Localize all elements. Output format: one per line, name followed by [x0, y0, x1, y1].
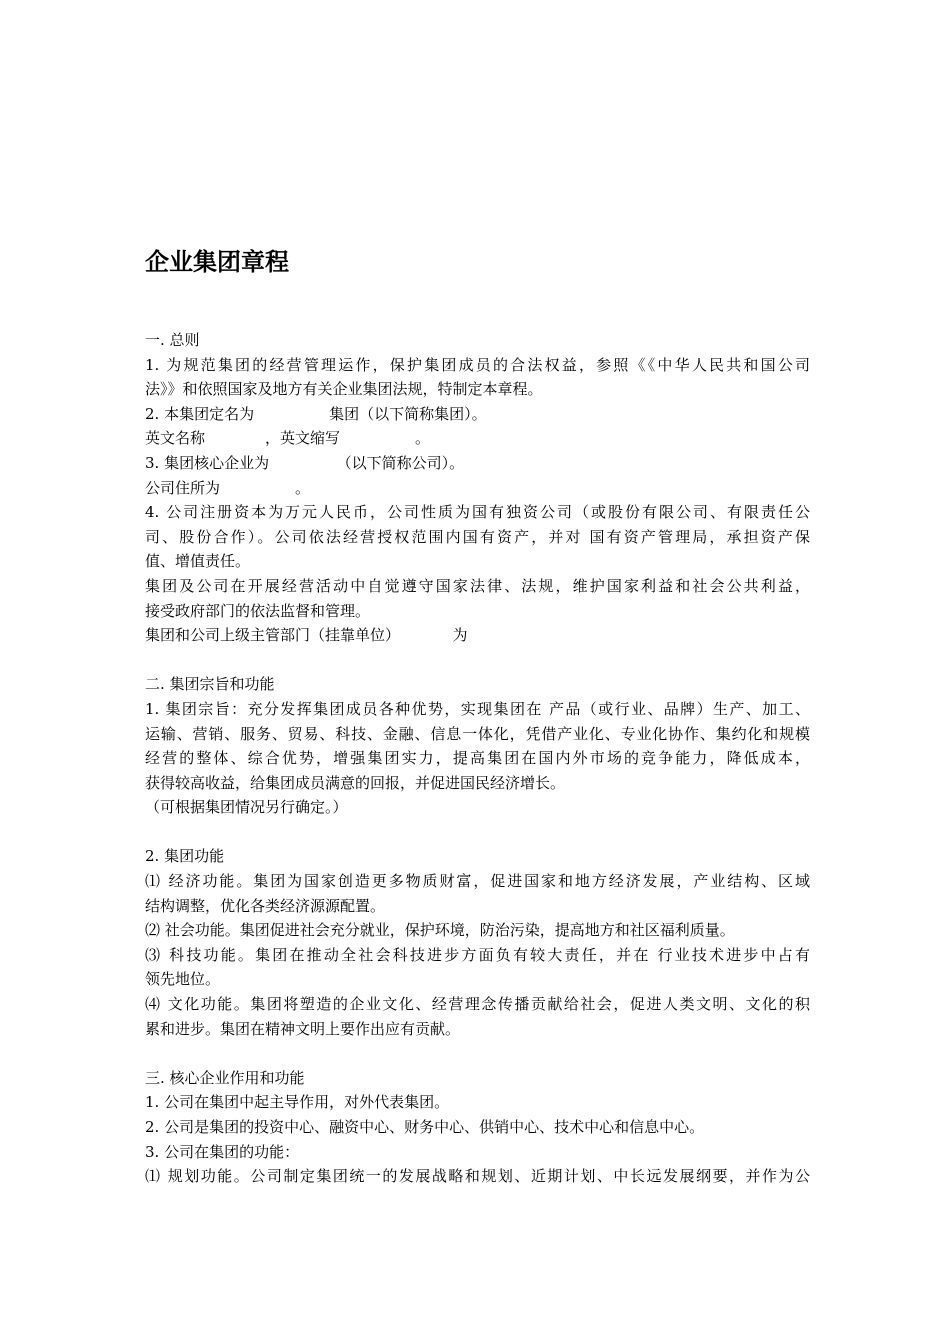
text-line: 1. 公司在集团中起主导作用，对外代表集团。 — [145, 1093, 450, 1112]
text-line: 三. 核心企业作用和功能 — [145, 1068, 305, 1087]
text-line: 2. 本集团定名为 集团（以下简称集团）。 — [145, 404, 487, 423]
text-line: （可根据集团情况另行确定。） — [145, 798, 348, 817]
text-line: 领先地位。 — [145, 970, 221, 989]
text-line: 结构调整，优化各类经济源源配置。 — [145, 896, 386, 915]
text-line: 值、增值责任。 — [145, 552, 251, 571]
text-line: ⑵ 社会功能。集团促进社会充分就业，保护环境，防治污染，提高地方和社区福利质量。 — [145, 921, 735, 940]
text-line: 累和进步。集团在精神文明上要作出应有贡献。 — [145, 1019, 461, 1038]
text-line: 3. 集团核心企业为 （以下简称公司）。 — [145, 453, 465, 472]
text-line: ⑶ 科技功能。集团在推动全社会科技进步方面负有较大责任，并在 行业技术进步中占有 — [145, 945, 810, 964]
text-line: 4. 公司注册资本为万元人民币，公司性质为国有独资公司（或股份有限公司、有限责任公 — [145, 503, 810, 522]
text-line: 获得较高收益，给集团成员满意的回报，并促进国民经济增长。 — [145, 773, 566, 792]
text-line: ⑷ 文化功能。集团将塑造的企业文化、经营理念传播贡献给社会，促进人类文明、文化的积 — [145, 995, 810, 1014]
text-line: 2. 公司是集团的投资中心、融资中心、财务中心、供销中心、技术中心和信息中心。 — [145, 1118, 705, 1136]
text-line: 接受政府部门的依法监督和管理。 — [145, 601, 371, 620]
text-line: 1. 为规范集团的经营管理运作，保护集团成员的合法权益，参照《《中华人民共和国公司 — [145, 355, 810, 374]
text-line: 一. 总则 — [145, 331, 200, 349]
text-line: 英文名称 ，英文缩写 。 — [145, 429, 431, 448]
paragraph-gap — [145, 1041, 810, 1066]
document-body — [145, 328, 810, 1189]
text-line: 集团及公司在开展经营活动中自觉遵守国家法律、法规，维护国家利益和社会公共利益， — [145, 576, 810, 595]
text-line: 司、股份合作）。公司依法经营授权范围内国有资产，并对 国有资产管理局，承担资产保 — [145, 527, 810, 546]
paragraph-gap — [145, 648, 810, 673]
text-line: 运输、营销、服务、贸易、科技、金融、信息一体化，凭借产业化、专业化协作、集约化和规模 — [145, 724, 810, 743]
text-line: 集团和公司上级主管部门（挂靠单位） 为 — [145, 626, 468, 645]
text-line: ⑴ 经济功能。集团为国家创造更多物质财富，促进国家和地方经济发展，产业结构、区域 — [145, 872, 810, 891]
document-title: 企业集团章程 — [145, 248, 289, 276]
text-line: 经营的整体、综合优势，增强集团实力，提高集团在国内外市场的竞争能力，降低成本， — [145, 749, 810, 768]
text-line: 3. 公司在集团的功能： — [145, 1142, 300, 1161]
text-line: 公司住所为 。 — [145, 478, 311, 497]
text-line: 二. 集团宗旨和功能 — [145, 675, 275, 694]
text-line: 2. 集团功能 — [145, 847, 225, 866]
text-line: 法》》和依照国家及地方有关企业集团法规，特制定本章程。 — [145, 380, 543, 399]
paragraph-gap — [145, 820, 810, 845]
text-line: ⑴ 规划功能。公司制定集团统一的发展战略和规划、近期计划、中长远发展纲要，并作为公 — [145, 1167, 810, 1186]
text-line: 1. 集团宗旨：充分发挥集团成员各种优势，实现集团在 产品（或行业、品牌）生产、加工、 — [145, 699, 810, 718]
